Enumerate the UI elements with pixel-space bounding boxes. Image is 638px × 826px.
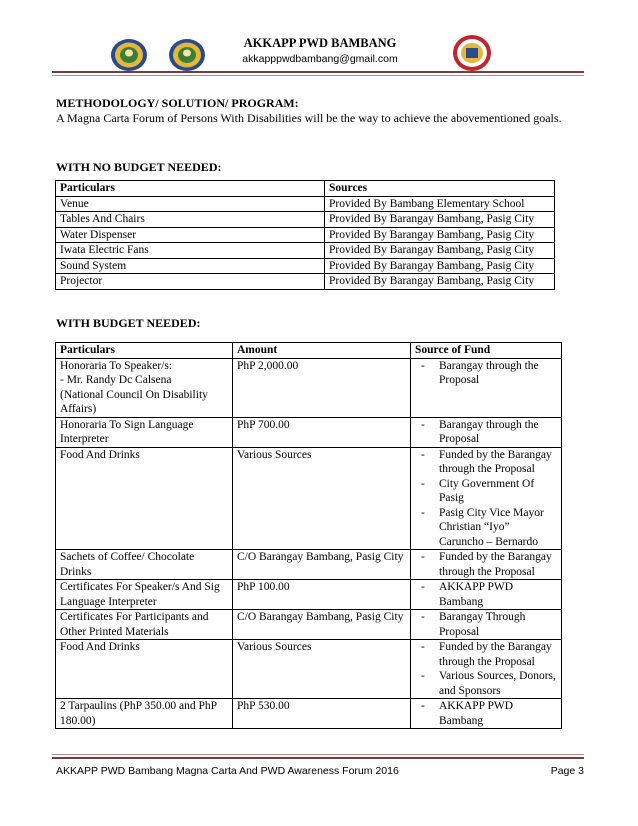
no-budget-table — [55, 180, 555, 290]
table-row — [56, 358, 562, 417]
particulars-cell — [56, 447, 233, 550]
particulars-line: Honoraria To Sign Language Interpreter — [60, 418, 194, 445]
org-email: akkapppwdbambang@gmail.com — [242, 53, 398, 65]
barangay-seal-logo-right — [452, 34, 492, 72]
source-list-item: - Funded by the Barangay through the Proposal — [415, 640, 557, 669]
particulars-cell — [56, 640, 233, 699]
source-of-fund-cell — [411, 358, 562, 417]
source-list-item: - Funded by the Barangay through the Proposal — [415, 550, 557, 579]
table-header-row — [56, 343, 562, 359]
amount-cell: C/O Barangay Bambang, Pasig City — [233, 550, 411, 580]
source-list — [415, 359, 557, 388]
table-row — [56, 640, 562, 699]
budget-table — [55, 342, 562, 729]
particulars-cell: Venue — [56, 196, 325, 212]
source-list — [415, 699, 557, 728]
footer-rule — [52, 757, 584, 759]
particulars-line: Food And Drinks — [60, 448, 140, 461]
table-row — [56, 447, 562, 550]
source-of-fund-cell — [411, 610, 562, 640]
particulars-line: (National Council On Disability Affairs) — [60, 388, 208, 415]
source-list — [415, 640, 557, 698]
page-number: Page 3 — [550, 765, 584, 777]
budget-heading: WITH BUDGET NEEDED: — [56, 316, 201, 330]
table-row — [56, 212, 555, 228]
source-of-fund-cell — [411, 447, 562, 550]
amount-cell: Various Sources — [233, 640, 411, 699]
table-row — [56, 196, 555, 212]
table-row — [56, 227, 555, 243]
footer-title: AKKAPP PWD Bambang Magna Carta And PWD Awareness Forum 2016 — [56, 765, 399, 777]
sources-cell: Provided By Barangay Bambang, Pasig City — [325, 274, 555, 290]
amount-cell: PhP 100.00 — [233, 580, 411, 610]
amount-cell: PhP 2,000.00 — [233, 358, 411, 417]
particulars-line: Sachets of Coffee/ Chocolate Drinks — [60, 551, 195, 578]
column-header: Particulars — [56, 181, 325, 197]
header-rule — [52, 71, 584, 73]
column-header: Amount — [233, 343, 411, 359]
source-list-item: - Barangay through the Proposal — [415, 418, 557, 447]
source-of-fund-cell — [411, 417, 562, 447]
table-header-row — [56, 181, 555, 197]
table-row — [56, 580, 562, 610]
particulars-cell: Iwata Electric Fans — [56, 243, 325, 259]
particulars-line: Honoraria To Speaker/s: — [60, 359, 173, 372]
source-list-item: - Pasig City Vice Mayor Christian “Iyo” Caruncho – Bernardo — [415, 506, 557, 550]
source-list — [415, 610, 557, 639]
table-row — [56, 550, 562, 580]
particulars-line: Certificates For Speaker/s And Sig Language Interpreter — [60, 581, 220, 608]
source-list — [415, 580, 557, 609]
org-title: AKKAPP PWD BAMBANG — [243, 36, 397, 50]
source-list-item: - City Government Of Pasig — [415, 477, 557, 506]
column-header: Sources — [325, 181, 555, 197]
sources-cell: Provided By Barangay Bambang, Pasig City — [325, 243, 555, 259]
amount-cell: C/O Barangay Bambang, Pasig City — [233, 610, 411, 640]
amount-cell: PhP 530.00 — [233, 699, 411, 729]
sources-cell: Provided By Barangay Bambang, Pasig City — [325, 227, 555, 243]
particulars-cell — [56, 417, 233, 447]
table-row — [56, 274, 555, 290]
particulars-cell — [56, 580, 233, 610]
amount-cell: Various Sources — [233, 447, 411, 550]
column-header: Source of Fund — [411, 343, 562, 359]
particulars-cell: Water Dispenser — [56, 227, 325, 243]
particulars-cell — [56, 358, 233, 417]
source-list-item: - Barangay through the Proposal — [415, 359, 557, 388]
source-of-fund-cell — [411, 580, 562, 610]
section-description: A Magna Carta Forum of Persons With Disabilities will be the way to achieve the abovementioned goals. — [56, 111, 562, 125]
source-list-item: - AKKAPP PWD Bambang — [415, 699, 557, 728]
source-list — [415, 448, 557, 550]
particulars-line: Certificates For Participants and Other Printed Materials — [60, 611, 209, 638]
particulars-cell — [56, 699, 233, 729]
particulars-cell — [56, 550, 233, 580]
source-of-fund-cell — [411, 699, 562, 729]
table-row — [56, 258, 555, 274]
sources-cell: Provided By Barangay Bambang, Pasig City — [325, 212, 555, 228]
header-rule-thin — [52, 75, 584, 76]
source-of-fund-cell — [411, 550, 562, 580]
source-list — [415, 550, 557, 579]
particulars-cell: Sound System — [56, 258, 325, 274]
particulars-cell: Tables And Chairs — [56, 212, 325, 228]
table-row — [56, 610, 562, 640]
source-list — [415, 418, 557, 447]
source-list-item: - Funded by the Barangay through the Proposal — [415, 448, 557, 477]
table-row — [56, 699, 562, 729]
source-list-item: - AKKAPP PWD Bambang — [415, 580, 557, 609]
no-budget-heading: WITH NO BUDGET NEEDED: — [56, 160, 222, 174]
particulars-line: - Mr. Randy Dc Calsena — [60, 374, 172, 386]
particulars-line: 2 Tarpaulins (PhP 350.00 and PhP 180.00) — [60, 700, 217, 727]
sources-cell: Provided By Barangay Bambang, Pasig City — [325, 258, 555, 274]
akkapp-seal-logo-left — [110, 38, 148, 72]
source-list-item: - Various Sources, Donors, and Sponsors — [415, 669, 557, 698]
table-row — [56, 243, 555, 259]
table-row — [56, 417, 562, 447]
source-of-fund-cell — [411, 640, 562, 699]
amount-cell: PhP 700.00 — [233, 417, 411, 447]
column-header: Particulars — [56, 343, 233, 359]
sources-cell: Provided By Bambang Elementary School — [325, 196, 555, 212]
particulars-cell: Projector — [56, 274, 325, 290]
particulars-line: Food And Drinks — [60, 641, 140, 653]
particulars-cell — [56, 610, 233, 640]
source-list-item: - Barangay Through Proposal — [415, 610, 557, 639]
section-heading: METHODOLOGY/ SOLUTION/ PROGRAM: — [56, 96, 299, 110]
footer-rule-thin — [52, 754, 584, 755]
